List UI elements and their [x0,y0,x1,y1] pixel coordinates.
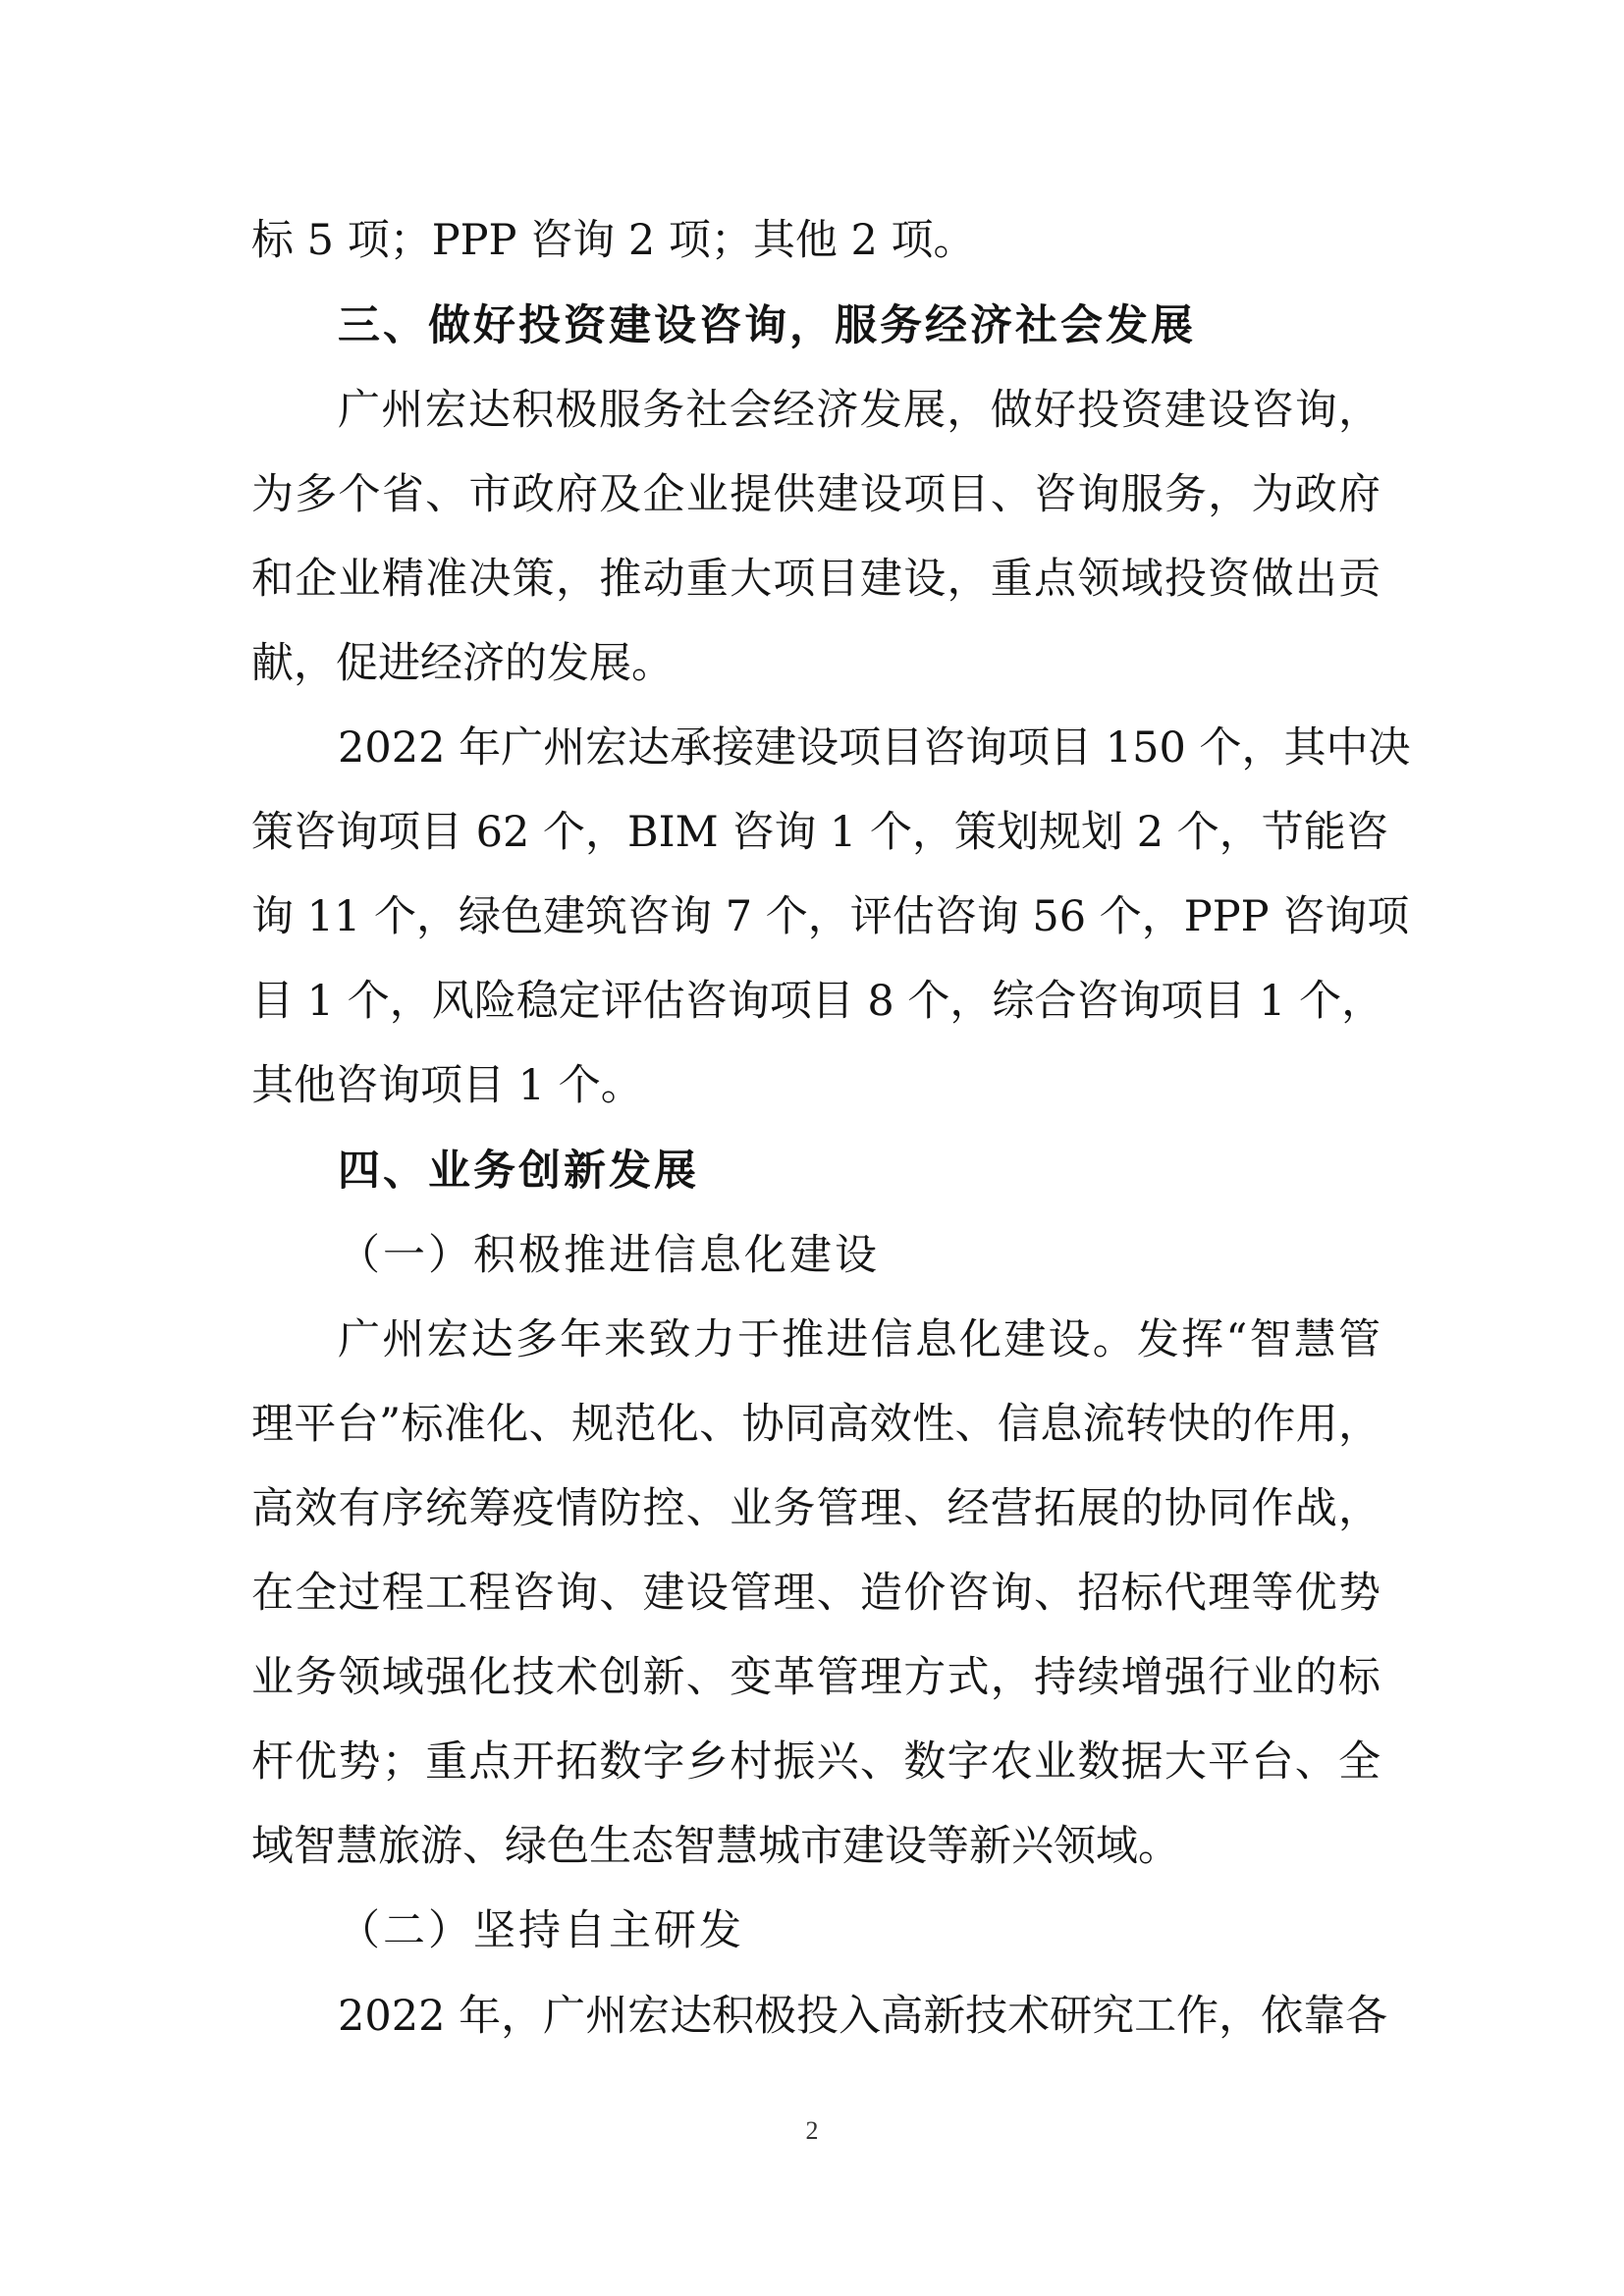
section-3-para-2-line-4: 目 1 个，风险稳定评估咨询项目 8 个，综合咨询项目 1 个， [251,977,1384,1026]
subsection-1-line-4: 在全过程工程咨询、建设管理、造价咨询、招标代理等优势 [251,1569,1380,1618]
continuation-line: 标 5 项；PPP 咨询 2 项；其他 2 项。 [251,216,976,265]
subsection-2-line-1: 2022 年，广州宏达积极投入高新技术研究工作，依靠各 [338,1992,1388,2041]
subsection-1-line-2: 理平台”标准化、规范化、协同高效性、信息流转快的作用， [251,1400,1380,1449]
section-3-para-2-line-3: 询 11 个，绿色建筑咨询 7 个，评估咨询 56 个，PPP 咨询项 [251,892,1410,941]
section-3-heading: 三、做好投资建设咨询，服务经济社会发展 [338,301,1196,350]
subsection-1-line-3: 高效有序统筹疫情防控、业务管理、经营拓展的协同作战， [251,1484,1380,1533]
section-4-heading: 四、业务创新发展 [338,1147,699,1196]
page-number: 2 [805,2116,819,2145]
section-3-para-1-line-4: 献，促进经济的发展。 [251,639,674,688]
section-3-para-1-line-2: 为多个省、市政府及企业提供建设项目、咨询服务，为政府 [251,470,1380,519]
section-3-para-1-line-1: 广州宏达积极服务社会经济发展，做好投资建设咨询， [338,386,1380,435]
section-3-para-2-line-1: 2022 年广州宏达承接建设项目咨询项目 150 个，其中决 [338,723,1411,773]
subsection-1-line-6: 杆优势；重点开拓数字乡村振兴、数字农业数据大平台、全 [251,1737,1380,1787]
section-3-para-2-line-5: 其他咨询项目 1 个。 [251,1061,643,1110]
section-3-para-1-line-3: 和企业精准决策，推动重大项目建设，重点领域投资做出贡 [251,555,1380,604]
subsection-2-heading: （二）坚持自主研发 [338,1906,744,1955]
section-3-para-2-line-2: 策咨询项目 62 个，BIM 咨询 1 个，策划规划 2 个，节能咨 [251,808,1388,857]
subsection-1-heading: （一）积极推进信息化建设 [338,1231,880,1280]
subsection-1-line-7: 域智慧旅游、绿色生态智慧城市建设等新兴领域。 [251,1822,1180,1871]
subsection-1-line-5: 业务领域强化技术创新、变革管理方式，持续增强行业的标 [251,1653,1380,1702]
subsection-1-line-1: 广州宏达多年来致力于推进信息化建设。发挥“智慧管 [338,1315,1380,1364]
